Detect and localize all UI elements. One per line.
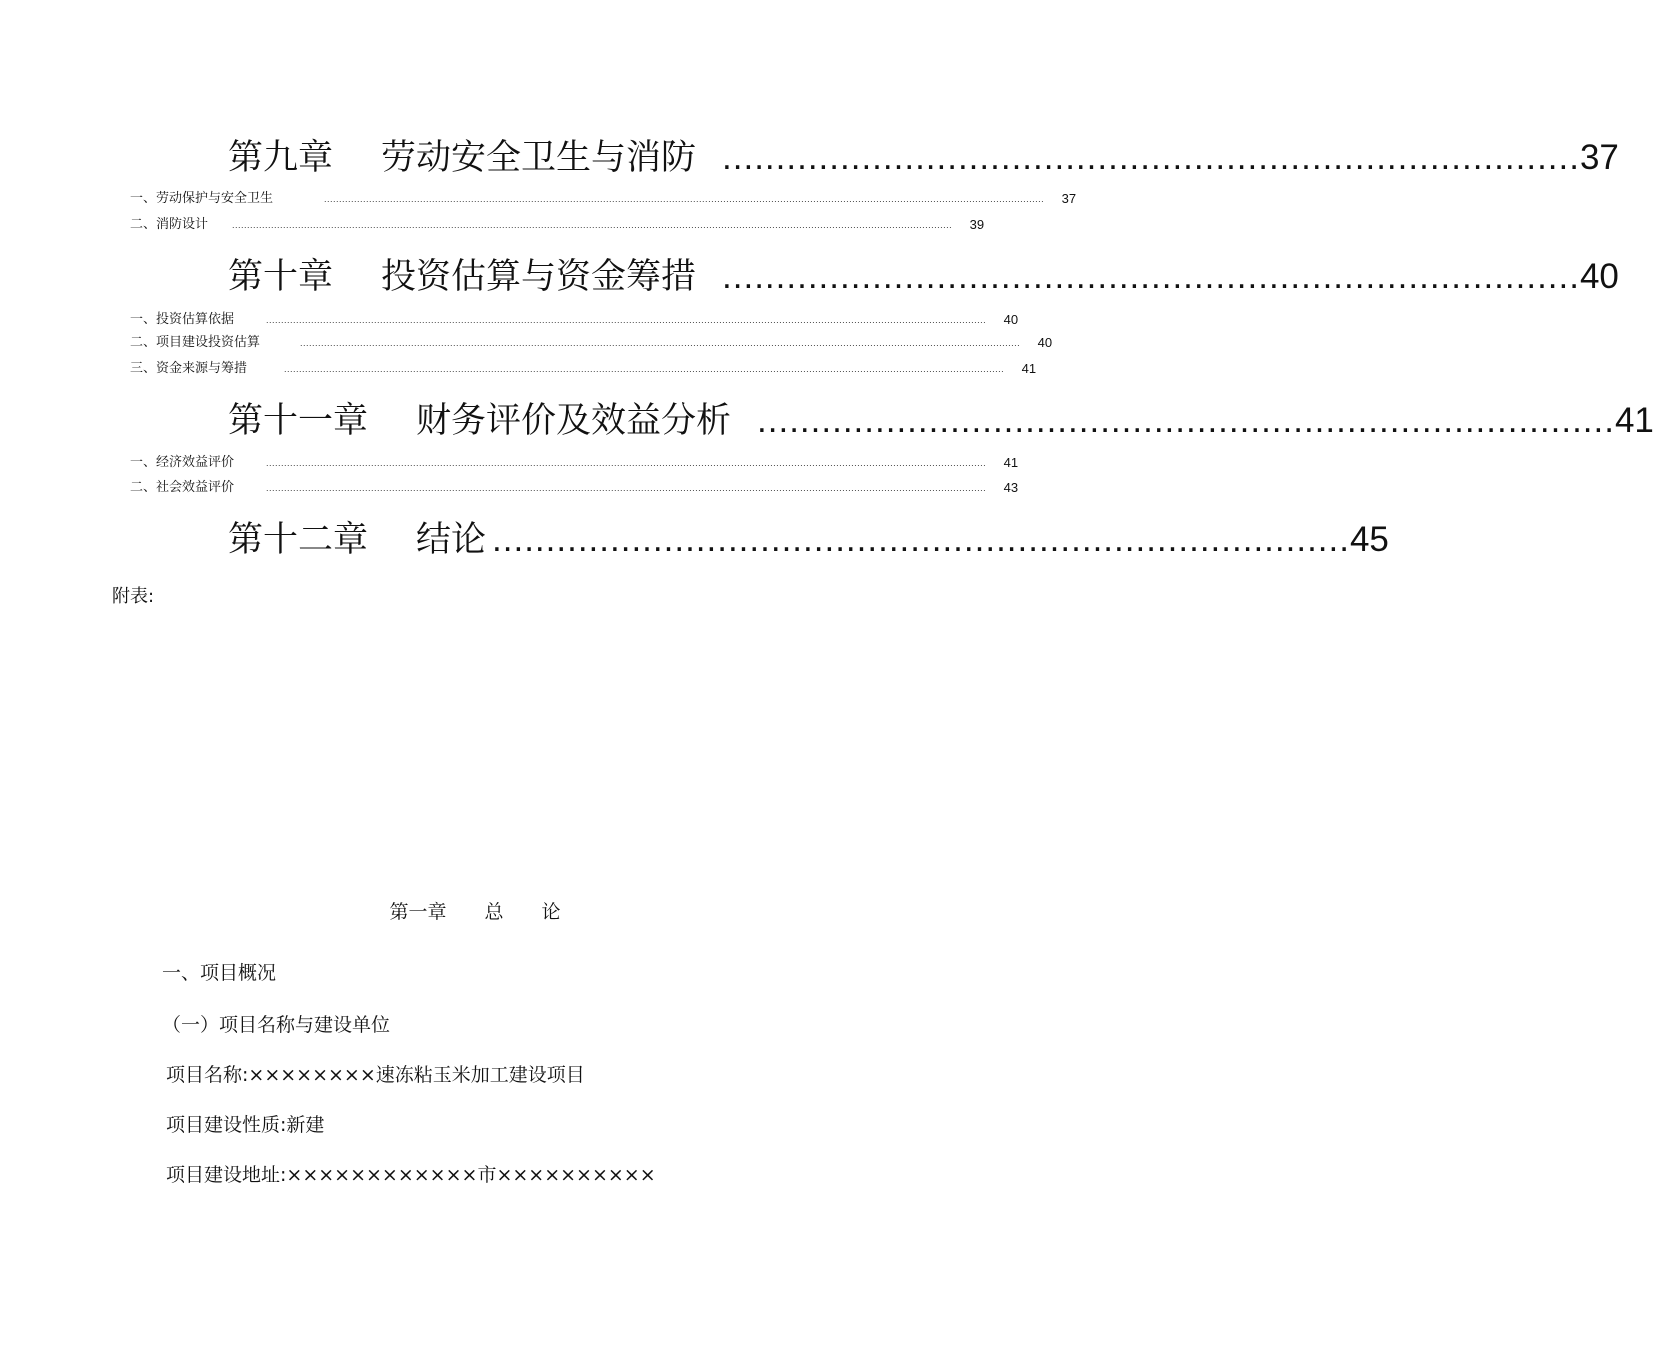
toc-chapter-9[interactable] [228, 134, 1619, 182]
toc-chapter-page: 45 [1349, 520, 1389, 559]
toc-section-label: 一、劳动保护与安全卫生 [130, 191, 274, 206]
toc-leader-dots: ................................................................................................................................................................................................................................................ [266, 458, 987, 468]
field-value: ××××××××××××市×××××××××× [286, 1164, 656, 1186]
toc-section-page: 43 [1003, 480, 1019, 495]
field-project-nature [166, 1110, 324, 1137]
toc-chapter-title: 财务评价及效益分析 [416, 401, 732, 441]
toc-chapter-11[interactable] [228, 397, 1654, 445]
toc-chapter-page: 40 [1579, 257, 1619, 296]
section-heading: 一、项目概况 [162, 962, 277, 984]
toc-section-label: 二、消防设计 [130, 217, 209, 232]
field-label: 项目建设地址: [166, 1164, 287, 1186]
toc-section-label: 三、资金来源与筹措 [130, 361, 248, 376]
toc-section-label: 一、经济效益评价 [130, 455, 235, 470]
toc-section[interactable] [130, 310, 1019, 330]
toc-section-page: 40 [1003, 312, 1019, 327]
toc-leader-dots: ................................................................................................................................................................................................................................................ [266, 483, 987, 493]
toc-section[interactable] [130, 453, 1019, 473]
toc-leader-dots: ................................................................................................................................................................................................................................................ [300, 338, 1021, 348]
toc-chapter-number: 第十二章 [228, 520, 369, 560]
toc-leader-dots: ................................................................................ [722, 138, 1580, 177]
toc-section-label: 二、项目建设投资估算 [130, 335, 261, 350]
toc-chapter-10[interactable] [228, 253, 1619, 301]
toc-chapter-number: 第九章 [228, 138, 334, 178]
chapter-heading [0, 897, 950, 924]
toc-section[interactable] [130, 478, 1019, 498]
toc-leader-dots: ................................................................................................................................................................................................................................................ [266, 315, 987, 325]
toc-section-page: 41 [1021, 361, 1037, 376]
chapter-heading-text: 第一章 总 论 [389, 901, 561, 923]
field-project-address [166, 1160, 656, 1187]
toc-chapter-page: 41 [1614, 401, 1654, 440]
toc-chapter-number: 第十一章 [228, 401, 369, 441]
toc-chapter-title: 劳动安全卫生与消防 [381, 138, 697, 178]
toc-section-page: 40 [1037, 335, 1053, 350]
subsection-heading: （一）项目名称与建设单位 [162, 1014, 391, 1036]
toc-section-page: 39 [969, 217, 985, 232]
field-value: 新建 [286, 1114, 325, 1136]
toc-leader-dots: ................................................................................ [757, 401, 1615, 440]
field-label: 项目名称: [166, 1064, 249, 1086]
toc-chapter-page: 37 [1579, 138, 1619, 177]
field-value: ××××××××速冻粘玉米加工建设项目 [248, 1064, 585, 1086]
toc-chapter-number: 第十章 [228, 257, 334, 297]
field-project-name [166, 1060, 585, 1087]
toc-leader-dots: ................................................................................................................................................................................................................................................ [324, 194, 1045, 204]
toc-section[interactable] [130, 359, 1037, 379]
toc-chapter-12[interactable] [228, 516, 1389, 564]
toc-section[interactable] [130, 189, 1077, 209]
toc-leader-dots: ................................................................................ [722, 257, 1580, 296]
toc-section-page: 41 [1003, 455, 1019, 470]
toc-section-page: 37 [1061, 191, 1077, 206]
toc-leader-dots: ................................................................................ [492, 520, 1350, 559]
toc-section-label: 一、投资估算依据 [130, 312, 235, 327]
toc-leader-dots: ................................................................................................................................................................................................................................................ [284, 364, 1005, 374]
appendix-label: 附表: [112, 586, 155, 607]
toc-leader-dots: ................................................................................................................................................................................................................................................ [232, 220, 953, 230]
field-label: 项目建设性质: [166, 1114, 287, 1136]
toc-section[interactable] [130, 333, 1053, 353]
toc-section[interactable] [130, 215, 985, 235]
toc-chapter-title: 投资估算与资金筹措 [381, 257, 697, 297]
toc-chapter-title: 结论 [416, 520, 487, 560]
toc-section-label: 二、社会效益评价 [130, 480, 235, 495]
